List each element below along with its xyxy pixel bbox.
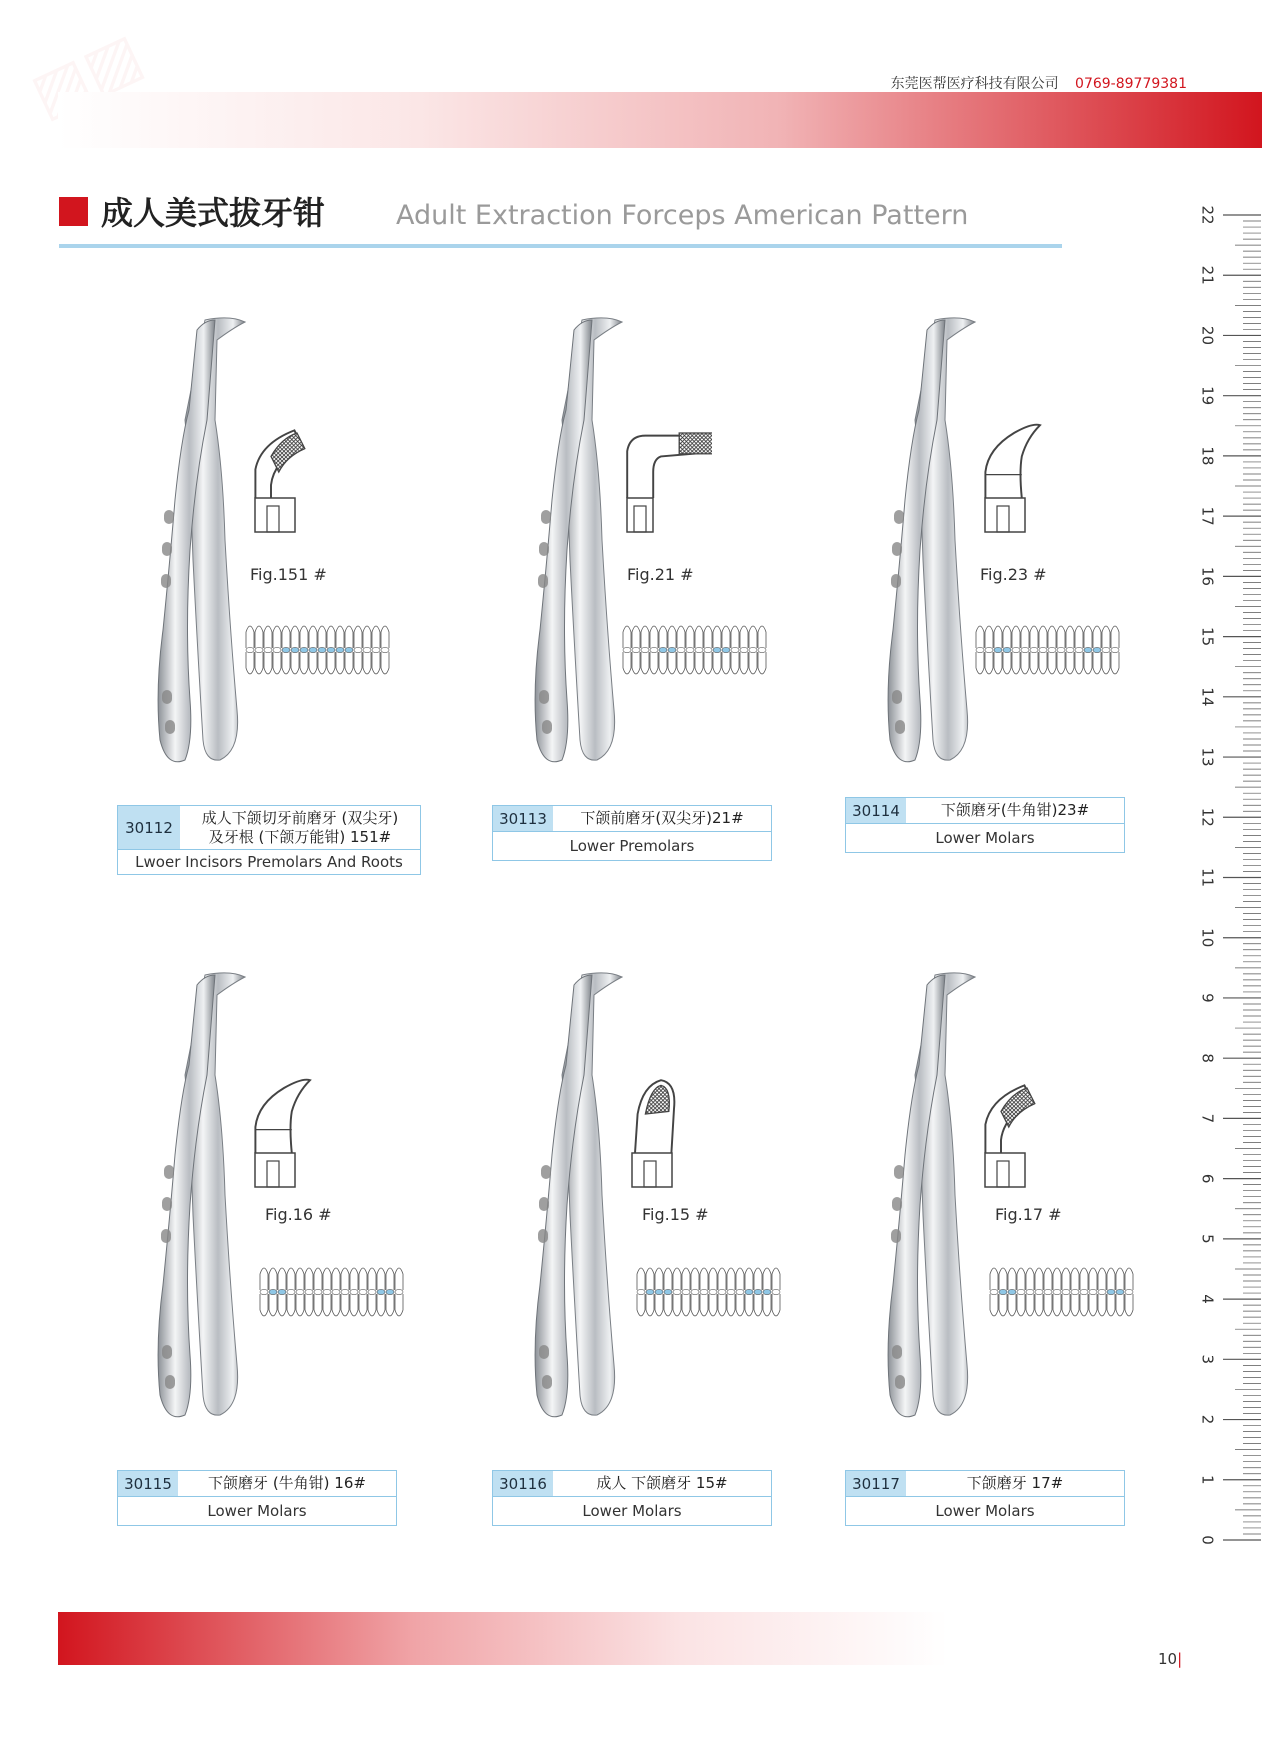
- teeth-chart: [987, 1260, 1137, 1328]
- product-name-cn-line2: 及牙根 (下颌万能钳) 151#: [208, 827, 392, 846]
- ruler-label: 5: [1198, 1234, 1217, 1244]
- beak-diagram: [622, 420, 712, 544]
- product-name-cn: [178, 1471, 396, 1496]
- info-box-header: [846, 1471, 1124, 1497]
- figure-label: Fig.15 #: [642, 1205, 709, 1224]
- beak-diagram: [245, 1075, 335, 1199]
- product-name-en: Lower Molars: [582, 1502, 682, 1520]
- teeth-chart: [620, 618, 770, 686]
- forceps-image: [522, 310, 632, 774]
- company-phone: 0769-89779381: [1075, 76, 1187, 92]
- product-name-cn: [180, 806, 420, 849]
- forceps-image: [875, 310, 985, 774]
- product-name-en: Lower Premolars: [569, 837, 695, 855]
- ruler-label: 4: [1198, 1294, 1217, 1304]
- product-code: 30113: [493, 806, 553, 831]
- info-box-header: [118, 806, 420, 850]
- product-name-cn-line1: 成人 下颌磨牙 15#: [596, 1474, 728, 1492]
- ruler-label: 7: [1198, 1113, 1217, 1124]
- ruler-label: 1: [1198, 1474, 1217, 1485]
- company-name: 东莞医帮医疗科技有限公司: [890, 76, 1059, 92]
- footer-gradient-bar: [58, 1612, 948, 1665]
- page-number: 10|: [1158, 1650, 1183, 1668]
- product-info-box: [117, 1470, 397, 1526]
- forceps-image: [522, 965, 632, 1429]
- figure-label: Fig.16 #: [265, 1205, 332, 1224]
- product-name-cn-line1: 下颌前磨牙(双尖牙)21#: [580, 809, 744, 827]
- ruler-label: 17: [1198, 506, 1217, 526]
- ruler-label: 9: [1198, 993, 1217, 1003]
- figure-label: Fig.23 #: [980, 565, 1047, 584]
- product-name-cn: [906, 798, 1124, 823]
- beak-diagram: [622, 1075, 712, 1199]
- ruler-label: 3: [1198, 1354, 1217, 1365]
- product-name-cn: [553, 1471, 771, 1496]
- product-code: 30117: [846, 1471, 906, 1496]
- beak-diagram: [975, 1075, 1065, 1199]
- product-name-cn-line1: 下颌磨牙(牛角钳)23#: [940, 801, 1090, 819]
- ruler-label: 14: [1198, 687, 1217, 707]
- ruler-label: 8: [1198, 1053, 1217, 1063]
- figure-label: Fig.151 #: [250, 565, 327, 584]
- ruler-label: 2: [1198, 1414, 1217, 1425]
- ruler-label: 21: [1198, 265, 1217, 285]
- product-code: 30116: [493, 1471, 553, 1496]
- info-box-header: [493, 1471, 771, 1497]
- ruler-label: 22: [1198, 205, 1217, 225]
- product-info-box: [117, 805, 421, 875]
- figure-label: Fig.21 #: [627, 565, 694, 584]
- teeth-chart: [257, 1260, 407, 1328]
- product-name-cn: [906, 1471, 1124, 1496]
- header-gradient-bar: [58, 92, 1262, 148]
- page-title-en: Adult Extraction Forceps American Pattern: [396, 200, 969, 231]
- company-info: [891, 73, 1187, 93]
- title-marker: [59, 197, 88, 226]
- info-box-header: [493, 806, 771, 832]
- ruler-label: 16: [1198, 566, 1217, 586]
- product-name-en: Lower Molars: [207, 1502, 307, 1520]
- product-name-en: Lwoer Incisors Premolars And Roots: [135, 853, 403, 871]
- figure-label: Fig.17 #: [995, 1205, 1062, 1224]
- product-name-cn-line1: 下颌磨牙 (牛角钳) 16#: [208, 1474, 366, 1492]
- page-number-value: 10: [1158, 1650, 1178, 1668]
- product-code: 30115: [118, 1471, 178, 1496]
- teeth-chart: [243, 618, 393, 686]
- ruler-label: 20: [1198, 325, 1217, 346]
- info-box-header: [118, 1471, 396, 1497]
- measuring-ruler: [1185, 205, 1261, 1550]
- ruler-label: 15: [1198, 627, 1217, 647]
- title-underline: [59, 244, 1062, 248]
- forceps-image: [145, 965, 255, 1429]
- product-info-box: [845, 797, 1125, 853]
- product-info-box: [492, 1470, 772, 1526]
- product-name-cn-line1: 下颌磨牙 17#: [966, 1474, 1064, 1492]
- product-code: 30114: [846, 798, 906, 823]
- teeth-chart: [634, 1260, 784, 1328]
- product-info-box: [492, 805, 772, 861]
- ruler-label: 18: [1198, 446, 1217, 466]
- ruler-label: 10: [1198, 928, 1217, 948]
- teeth-chart: [973, 618, 1123, 686]
- product-name-cn: [553, 806, 771, 831]
- product-name-en: Lower Molars: [935, 829, 1035, 847]
- forceps-image: [875, 965, 985, 1429]
- page-title-cn: 成人美式拔牙钳: [101, 194, 326, 232]
- product-name-en: Lower Molars: [935, 1502, 1035, 1520]
- ruler-label: 11: [1198, 867, 1217, 888]
- ruler-label: 0: [1198, 1535, 1217, 1545]
- info-box-header: [846, 798, 1124, 824]
- ruler-label: 13: [1198, 747, 1217, 767]
- product-info-box: [845, 1470, 1125, 1526]
- product-code: 30112: [118, 806, 180, 849]
- ruler-label: 19: [1198, 386, 1217, 406]
- beak-diagram: [245, 420, 335, 544]
- product-name-cn-line1: 成人下颌切牙前磨牙 (双尖牙): [201, 808, 399, 827]
- beak-diagram: [975, 420, 1065, 544]
- ruler-label: 12: [1198, 807, 1217, 827]
- forceps-image: [145, 310, 255, 774]
- ruler-label: 6: [1198, 1173, 1217, 1184]
